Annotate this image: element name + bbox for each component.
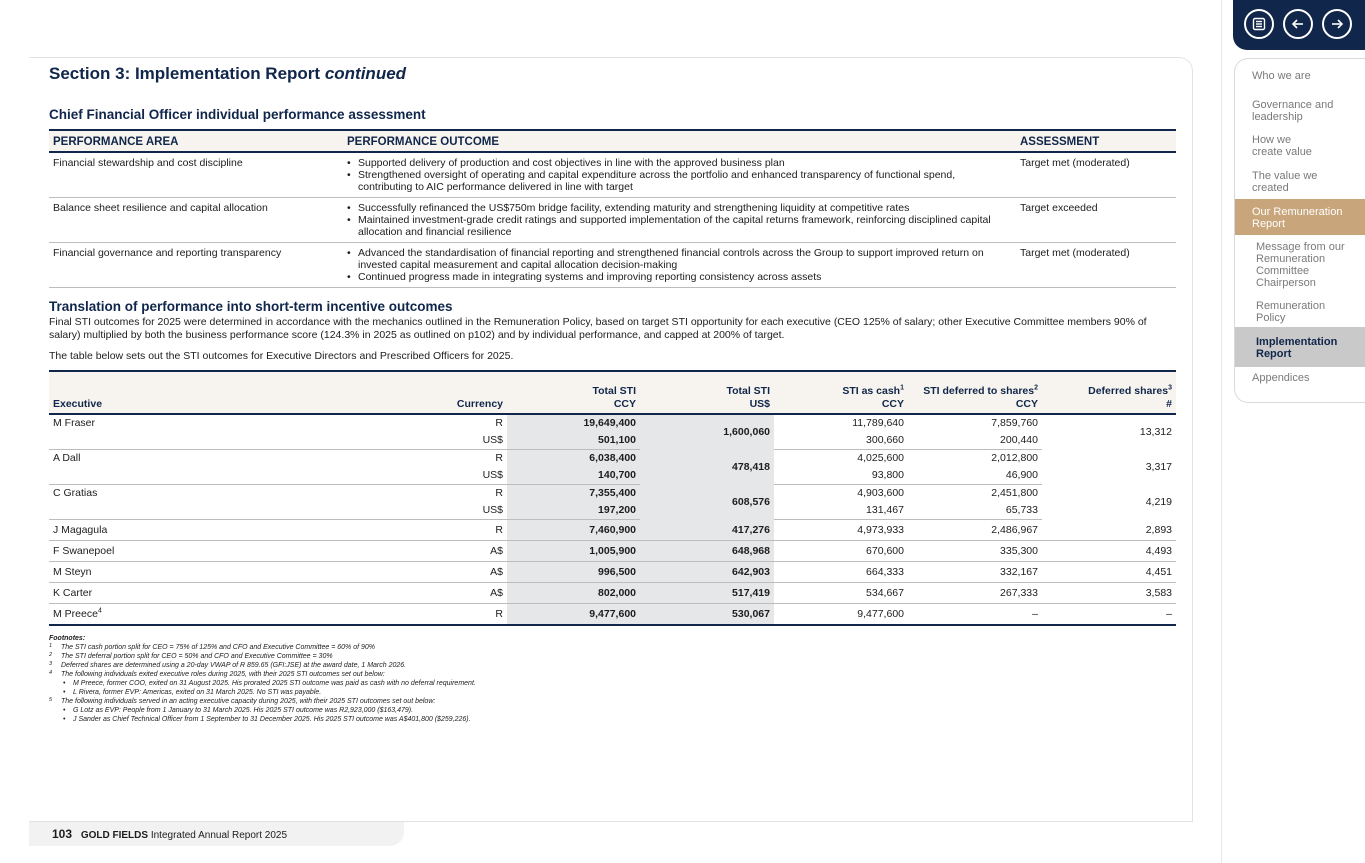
executive-name: C Gratias — [53, 487, 98, 499]
performance-area: Financial governance and reporting transparency — [49, 243, 343, 288]
sti-cash: 11,789,640 — [852, 417, 904, 429]
performance-outcome — [343, 198, 1016, 243]
col-sti-deferred: STI deferred to shares$^2$ CCY — [908, 371, 1042, 414]
total-sti-usd: 642,903 — [640, 562, 774, 583]
footnote-bullet: • G Lotz as EVP: People from 1 January to 31 March 2025. His 2025 STI outcome was R2,923,000 ($163,479). — [49, 706, 1176, 715]
main-content — [49, 64, 1176, 724]
total-sti-usd: 517,419 — [640, 583, 774, 604]
footnotes-title: Footnotes: — [49, 635, 86, 642]
footnote-number: 2 — [49, 652, 53, 658]
footnote-number: 4 — [49, 670, 53, 676]
sti-deferred: 46,900 — [908, 467, 1042, 485]
col-performance-area: PERFORMANCE AREA — [49, 130, 343, 152]
footnote-number: 1 — [49, 643, 53, 649]
performance-outcome — [343, 243, 1016, 288]
currency: R — [495, 417, 503, 429]
sti-cash: 4,025,600 — [857, 452, 904, 464]
sti-cash: 664,333 — [774, 562, 908, 583]
col-sti-cash: STI as cash$^1$ CCY — [774, 371, 908, 414]
total-sti-usd: 530,067 — [640, 604, 774, 626]
total-sti-ccy: 140,700 — [507, 467, 640, 485]
deferred-shares: 13,312 — [1139, 425, 1172, 438]
table-row — [49, 432, 1176, 450]
deferred-shares: 4,493 — [1042, 541, 1176, 562]
sti-deferred: 335,300 — [908, 541, 1042, 562]
executive-name: M Fraser — [53, 417, 95, 429]
total-sti-ccy: 7,355,400 — [507, 485, 640, 503]
nav-how-we-create-value[interactable]: How we create value — [1252, 134, 1312, 158]
total-sti-ccy: 996,500 — [507, 562, 640, 583]
deferred-shares: 3,583 — [1042, 583, 1176, 604]
list-item: • Advanced the standardisation of financial reporting and strengthened financial controls across the Group to support improved return on invested capital measurement and capital allocation decision-making — [347, 247, 1012, 271]
nav-appendices[interactable]: Appendices — [1252, 372, 1310, 384]
total-sti-usd: 648,968 — [640, 541, 774, 562]
footnote-bullet: • L Rivera, former EVP: Americas, exited on 31 March 2025. No STI was payable. — [49, 688, 1176, 697]
table-row — [49, 562, 1176, 583]
sti-deferred: 7,859,760 — [991, 417, 1038, 429]
performance-table — [49, 129, 1176, 288]
perf-heading: Chief Financial Officer individual performance assessment — [49, 107, 426, 122]
table-row — [49, 520, 1176, 541]
executive-name — [49, 502, 239, 520]
total-sti-ccy: 7,460,900 — [507, 520, 640, 541]
nav-who-we-are[interactable]: Who we are — [1252, 70, 1311, 82]
currency: R — [239, 520, 507, 541]
footer-brand: GOLD FIELDS — [80, 830, 149, 841]
sti-deferred: 2,451,800 — [991, 487, 1038, 499]
sti-deferred: 2,012,800 — [991, 452, 1038, 464]
sti-cash: 4,903,600 — [857, 487, 904, 499]
footnote-text: The following individuals served in an acting executive capacity during 2025, with their 2025 STI outcomes set out below: — [61, 698, 436, 705]
footnote — [49, 670, 1176, 679]
sti-outcomes-table — [49, 370, 1176, 626]
sti-cash: 534,667 — [774, 583, 908, 604]
table-row — [49, 152, 1176, 198]
performance-outcome — [343, 152, 1016, 198]
forward-arrow-icon[interactable] — [1322, 9, 1352, 39]
footnote-number: 5 — [49, 697, 53, 703]
deferred-shares: 2,893 — [1042, 520, 1176, 541]
table-row — [49, 502, 1176, 520]
page-footer — [29, 822, 404, 846]
currency: R — [495, 452, 503, 464]
sti-deferred: 200,440 — [908, 432, 1042, 450]
list-item: • Strengthened oversight of operating and capital expenditure across the portfolio and enhanced transparency of functional spend, contributing to AIC performance delivered in line with target — [347, 169, 1012, 193]
footnote — [49, 643, 1176, 652]
executive-name-text: M Preece — [53, 608, 98, 620]
performance-area: Financial stewardship and cost discipline — [49, 152, 343, 198]
table-row — [49, 450, 1176, 468]
executive-name — [49, 541, 239, 562]
sti-deferred: 65,733 — [908, 502, 1042, 520]
assessment: Target met (moderated) — [1016, 243, 1176, 288]
executive-name-text: J Magagula — [53, 524, 108, 536]
sti-cash: 300,660 — [774, 432, 908, 450]
deferred-shares: 4,219 — [1145, 495, 1172, 508]
deferred-shares: 3,317 — [1145, 460, 1172, 473]
translation-heading: Translation of performance into short-term incentive outcomes — [49, 299, 453, 314]
page-number: 103 — [52, 827, 73, 841]
nav-governance[interactable]: Governance and leadership — [1252, 99, 1334, 123]
total-sti-ccy: 19,649,400 — [507, 414, 640, 432]
nav-remuneration-policy[interactable]: Remuneration Policy — [1256, 300, 1326, 324]
outcome-list — [347, 247, 1012, 283]
sti-deferred: – — [908, 604, 1042, 626]
assessment: Target met (moderated) — [1016, 152, 1176, 198]
table-row — [49, 604, 1176, 626]
back-arrow-icon[interactable] — [1283, 9, 1313, 39]
nav-toolbar — [1233, 0, 1365, 50]
table-row — [49, 414, 1176, 432]
currency: US$ — [239, 432, 507, 450]
total-sti-ccy: 6,038,400 — [507, 450, 640, 468]
list-item: • Supported delivery of production and cost objectives in line with the approved business plan — [347, 157, 1012, 169]
executive-name — [49, 604, 239, 626]
footnote-text: The following individuals exited executive roles during 2025, with their 2025 STI outcomes set out below: — [61, 671, 385, 678]
col-total-sti-usd: Total STI US$ — [640, 371, 774, 414]
title-suffix: continued — [324, 64, 407, 83]
list-item: • Successfully refinanced the US$750m bridge facility, extending maturity and strengthening liquidity at competitive rates — [347, 202, 1012, 214]
deferred-shares: 4,451 — [1042, 562, 1176, 583]
sti-cash: 93,800 — [774, 467, 908, 485]
total-sti-ccy: 9,477,600 — [507, 604, 640, 626]
sti-deferred: 332,167 — [908, 562, 1042, 583]
nav-remuneration-report[interactable]: Our Remuneration Report — [1235, 199, 1365, 235]
total-sti-ccy: 501,100 — [507, 432, 640, 450]
currency: A$ — [239, 541, 507, 562]
table-row — [49, 485, 1176, 503]
table-intro-paragraph: The table below sets out the STI outcomes for Executive Directors and Prescribed Officers for 2025. — [49, 350, 514, 362]
translation-paragraph: Final STI outcomes for 2025 were determined in accordance with the mechanics outlined in the Remuneration Policy, based on target STI opportunity for each executive (CEO 125% of salary; other Executive Committee members 90% of salary) multiplied by both the business performance score (124.3% in 2025 as outlined on p102) and by individual performance, and capped at 200% of target. — [49, 316, 1147, 341]
table-row — [49, 467, 1176, 485]
col-assessment: ASSESSMENT — [1016, 130, 1176, 152]
sti-cash: 9,477,600 — [774, 604, 908, 626]
nav-implementation-report[interactable]: Implementation Report — [1235, 327, 1365, 367]
total-sti-usd: 417,276 — [640, 520, 774, 541]
nav-value-we-created[interactable]: The value we created — [1252, 170, 1318, 194]
currency: US$ — [239, 467, 507, 485]
currency: R — [239, 604, 507, 626]
outcome-list — [347, 202, 1012, 238]
nav-message-chairperson[interactable]: Message from our Remuneration Committee Chairperson — [1256, 241, 1345, 289]
col-performance-outcome: PERFORMANCE OUTCOME — [343, 130, 1016, 152]
sti-deferred: 2,486,967 — [908, 520, 1042, 541]
total-sti-ccy: 802,000 — [507, 583, 640, 604]
executive-name — [49, 520, 239, 541]
footnote-text: The STI cash portion split for CEO = 75% of 125% and CFO and Executive Committee = 60% of 90% — [61, 644, 375, 651]
total-sti-usd: 1,600,060 — [640, 414, 774, 450]
total-sti-usd: 478,418 — [640, 450, 774, 485]
list-item: • Maintained investment-grade credit ratings and supported implementation of the capital returns framework, reinforcing disciplined capital allocation and financial resilience — [347, 214, 1012, 238]
table-row — [49, 243, 1176, 288]
sti-cash: 4,973,933 — [774, 520, 908, 541]
outcome-list — [347, 157, 1012, 193]
section-nav — [1234, 58, 1365, 403]
col-currency: Currency — [239, 371, 507, 414]
executive-name-text: M Steyn — [53, 566, 92, 578]
deferred-shares: – — [1042, 604, 1176, 626]
footnotes — [49, 634, 1176, 724]
footnote — [49, 652, 1176, 661]
table-row — [49, 198, 1176, 243]
executive-name — [49, 467, 239, 485]
contents-icon[interactable] — [1244, 9, 1274, 39]
executive-name — [49, 583, 239, 604]
page-title: Section 3: Implementation Report continued — [49, 64, 407, 83]
sti-cash: 131,467 — [774, 502, 908, 520]
executive-name-text: F Swanepoel — [53, 545, 115, 557]
table-row — [49, 541, 1176, 562]
footnote — [49, 697, 1176, 706]
executive-name — [49, 432, 239, 450]
currency: US$ — [239, 502, 507, 520]
footnote-ref: 4 — [97, 607, 102, 615]
footnote-bullet: • J Sander as Chief Technical Officer from 1 September to 31 December 2025. His 2025 STI outcome was A$401,800 ($259,226). — [49, 715, 1176, 724]
footnote-bullet: • M Preece, former COO, exited on 31 August 2025. His prorated 2025 STI outcome was paid as cash with no deferral requirement. — [49, 679, 1176, 688]
footnote-number: 3 — [49, 661, 53, 667]
col-executive: Executive — [49, 371, 239, 414]
table-row — [49, 583, 1176, 604]
col-total-sti-ccy: Total STI CCY — [507, 371, 640, 414]
currency: A$ — [239, 583, 507, 604]
total-sti-usd: 608,576 — [640, 485, 774, 520]
footnote-text: The STI deferral portion split for CEO = 50% and CFO and Executive Committee = 30% — [61, 653, 333, 660]
performance-area: Balance sheet resilience and capital allocation — [49, 198, 343, 243]
assessment: Target exceeded — [1016, 198, 1176, 243]
sti-deferred: 267,333 — [908, 583, 1042, 604]
footnote — [49, 661, 1176, 670]
list-item: • Continued progress made in integrating systems and improving reporting consistency across assets — [347, 271, 1012, 283]
executive-name: A Dall — [53, 452, 81, 464]
sti-cash: 670,600 — [774, 541, 908, 562]
total-sti-ccy: 1,005,900 — [507, 541, 640, 562]
currency: R — [495, 487, 503, 499]
total-sti-ccy: 197,200 — [507, 502, 640, 520]
footer-report-name: Integrated Annual Report 2025 — [150, 830, 288, 841]
currency: A$ — [239, 562, 507, 583]
col-deferred-shares: Deferred shares$^3$ # — [1042, 371, 1176, 414]
executive-name — [49, 562, 239, 583]
footnote-text: Deferred shares are determined using a 20-day VWAP of R 859.65 (GFI:JSE) at the award date, 1 March 2026. — [61, 662, 407, 669]
executive-name-text: K Carter — [53, 587, 93, 599]
